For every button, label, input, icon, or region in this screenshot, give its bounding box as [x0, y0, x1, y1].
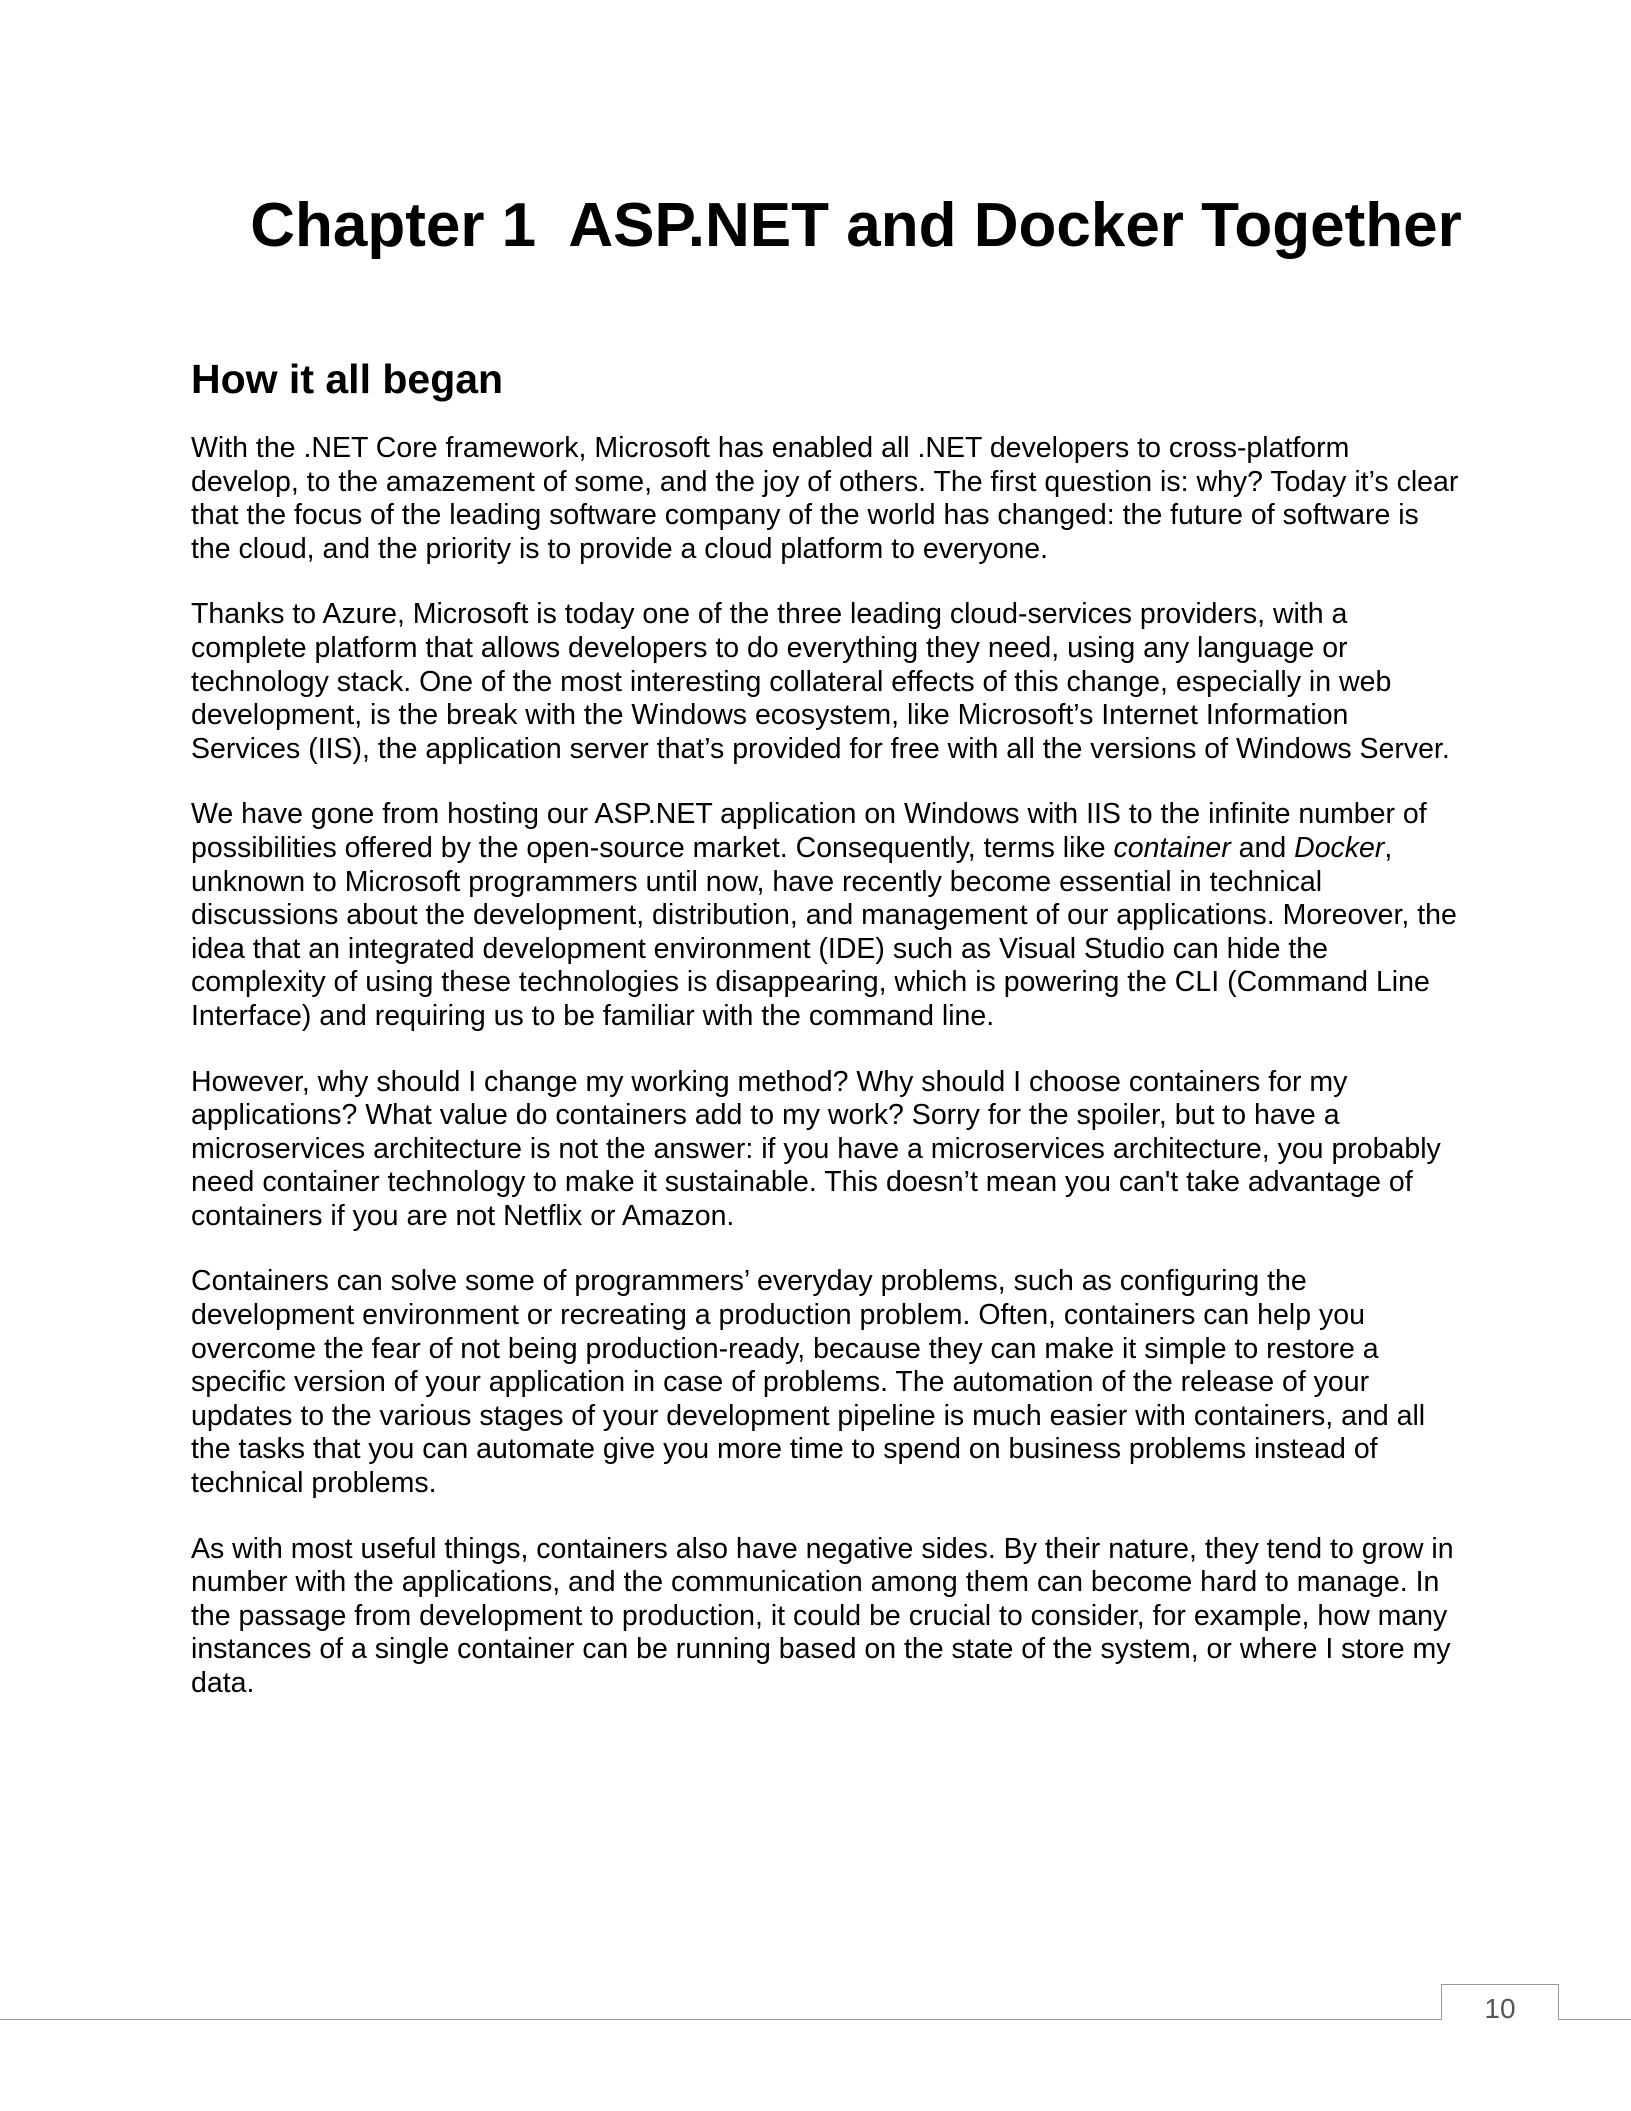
- paragraph-3-text-c: , unknown to Microsoft programmers until now, have recently become essential in technical discussions about the development, distribution, and management of our applications. Moreover, the idea that an integrated development environment (IDE) such as Visual Studio can hide the complexity of using these technologies is disappearing, which is powering the CLI (Command Line Interface) and requiring us to be familiar with the command line.: [191, 831, 1457, 1032]
- paragraph-4: However, why should I change my working method? Why should I choose containers for my applications? What value do containers add to my work? Sorry for the spoiler, but to have a microservices architecture is not the answer: if you have a microservices architecture, you probably need container technology to make it sustainable. This doesn’t mean you can't take advantage of containers if you are not Netflix or Amazon.: [191, 1065, 1441, 1232]
- chapter-title: Chapter 1 ASP.NET and Docker Together: [250, 191, 1462, 260]
- paragraph-3: [191, 798, 1461, 1033]
- paragraph-6: As with most useful things, containers also have negative sides. By their nature, they tend to grow in number with the applications, and the communication among them can become hard to manage. In the passage from development to production, it could be crucial to consider, for example, how many instances of a single container can be running based on the state of the system, or where I store my data.: [191, 1532, 1454, 1699]
- paragraph-3-text-b: and: [1230, 831, 1295, 864]
- page-content: [191, 353, 1461, 1733]
- term-docker: Docker: [1294, 831, 1385, 864]
- paragraph-3-text-a: We have gone from hosting our ASP.NET application on Windows with IIS to the infinite number of possibilities offered by the open-source market. Consequently, terms like: [191, 798, 1427, 864]
- paragraph-2: Thanks to Azure, Microsoft is today one of the three leading cloud-services providers, with a complete platform that allows developers to do everything they need, using any language or technology stack. One of the most interesting collateral effects of this change, especially in web development, is the break with the Windows ecosystem, like Microsoft’s Internet Information Services (IIS), the application server that’s provided for free with all the versions of Windows Server.: [191, 598, 1450, 765]
- section-heading: How it all began: [191, 356, 504, 402]
- paragraph-1: With the .NET Core framework, Microsoft has enabled all .NET developers to cross-platform develop, to the amazement of some, and the joy of others. The first question is: why? Today it’s clear that the focus of the leading software company of the world has changed: the future of software is the cloud, and the priority is to provide a cloud platform to everyone.: [191, 432, 1459, 565]
- page-number: 10: [1484, 1993, 1516, 2024]
- term-container: container: [1113, 831, 1231, 864]
- footer-rule: [0, 2019, 1631, 2020]
- paragraph-5: Containers can solve some of programmers’ everyday problems, such as configuring the development environment or recreating a production problem. Often, containers can help you overcome the fear of not being production-ready, because they can make it simple to restore a specific version of your application in case of problems. The automation of the release of your updates to the various stages of your development pipeline is much easier with containers, and all the tasks that you can automate give you more time to spend on business problems instead of technical problems.: [191, 1265, 1426, 1500]
